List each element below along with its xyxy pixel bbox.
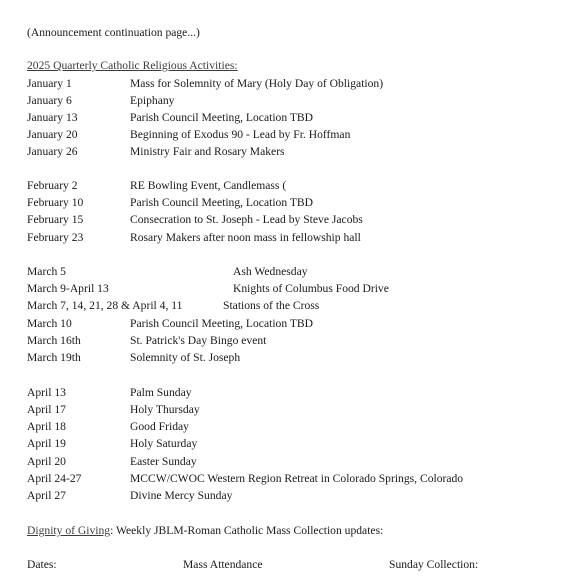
event-date: March 19th: [27, 351, 81, 364]
event-date: January 20: [27, 128, 78, 141]
continuation-note: (Announcement continuation page...): [27, 26, 200, 39]
collection-header-row: [0, 556, 564, 573]
event-date: April 24-27: [27, 472, 82, 485]
schedule-row: [0, 177, 564, 194]
event-name: Consecration to St. Joseph - Lead by Steve Jacobs: [130, 213, 363, 226]
event-date: February 10: [27, 196, 84, 209]
attendance-header: Mass Attendance: [183, 558, 263, 571]
event-date: January 1: [27, 77, 72, 90]
event-name: MCCW/CWOC Western Region Retreat in Colorado Springs, Colorado: [130, 472, 464, 485]
event-name: RE Bowling Event, Candlemass (: [130, 179, 287, 192]
giving-title: Dignity of Giving: [27, 524, 111, 537]
schedule-row: [0, 297, 564, 314]
event-name: Mass for Solemnity of Mary (Holy Day of Obligation): [130, 77, 384, 90]
schedule-row: [0, 126, 564, 143]
schedule-row: [0, 435, 564, 452]
schedule-row: [0, 109, 564, 126]
schedule-row: [0, 401, 564, 418]
event-date: February 23: [27, 231, 84, 244]
event-date: March 9-April 13: [27, 282, 109, 295]
schedule-row: [0, 470, 564, 487]
event-date: March 10: [27, 317, 72, 330]
event-date: February 15: [27, 213, 84, 226]
event-name: St. Patrick's Day Bingo event: [130, 334, 267, 347]
dates-header: Dates:: [27, 558, 57, 571]
event-date: March 5: [27, 265, 66, 278]
event-name: Parish Council Meeting, Location TBD: [130, 111, 314, 124]
schedule-row: [0, 75, 564, 92]
event-name: Easter Sunday: [130, 455, 197, 468]
collection-header: Sunday Collection:: [389, 558, 479, 571]
event-date: January 26: [27, 145, 78, 158]
event-name: Parish Council Meeting, Location TBD: [130, 317, 314, 330]
schedule-row: [0, 211, 564, 228]
event-name: Knights of Columbus Food Drive: [233, 282, 389, 295]
event-date: February 2: [27, 179, 78, 192]
event-date: April 19: [27, 437, 66, 450]
event-date: March 16th: [27, 334, 81, 347]
event-name: Rosary Makers after noon mass in fellowship hall: [130, 231, 361, 244]
giving-line: [27, 522, 383, 539]
event-name: Divine Mercy Sunday: [130, 489, 233, 502]
schedule-row: [0, 263, 564, 280]
schedule-row: [0, 487, 564, 504]
event-name: Stations of the Cross: [223, 299, 320, 312]
event-name: Ministry Fair and Rosary Makers: [130, 145, 285, 158]
event-name: Parish Council Meeting, Location TBD: [130, 196, 314, 209]
event-name: Ash Wednesday: [233, 265, 308, 278]
event-date: January 6: [27, 94, 72, 107]
schedule-row: [0, 194, 564, 211]
schedule-row: [0, 453, 564, 470]
event-date: March 7, 14, 21, 28 & April 4, 11: [27, 299, 183, 312]
event-name: Holy Saturday: [130, 437, 198, 450]
schedule-row: [0, 332, 564, 349]
schedule-row: [0, 280, 564, 297]
event-date: January 13: [27, 111, 78, 124]
event-date: April 17: [27, 403, 66, 416]
event-name: Holy Thursday: [130, 403, 200, 416]
event-date: April 27: [27, 489, 66, 502]
event-date: April 13: [27, 386, 66, 399]
giving-description: : Weekly JBLM-Roman Catholic Mass Collection updates:: [110, 524, 384, 537]
event-name: Palm Sunday: [130, 386, 192, 399]
event-date: April 18: [27, 420, 66, 433]
section-title: 2025 Quarterly Catholic Religious Activities:: [27, 59, 238, 72]
event-name: Epiphany: [130, 94, 175, 107]
schedule-row: [0, 349, 564, 366]
event-name: Good Friday: [130, 420, 189, 433]
event-name: Solemnity of St. Joseph: [130, 351, 241, 364]
event-date: April 20: [27, 455, 66, 468]
schedule-row: [0, 315, 564, 332]
schedule-row: [0, 143, 564, 160]
schedule-row: [0, 92, 564, 109]
event-name: Beginning of Exodus 90 - Lead by Fr. Hoffman: [130, 128, 351, 141]
schedule-row: [0, 384, 564, 401]
schedule-row: [0, 229, 564, 246]
schedule-row: [0, 418, 564, 435]
